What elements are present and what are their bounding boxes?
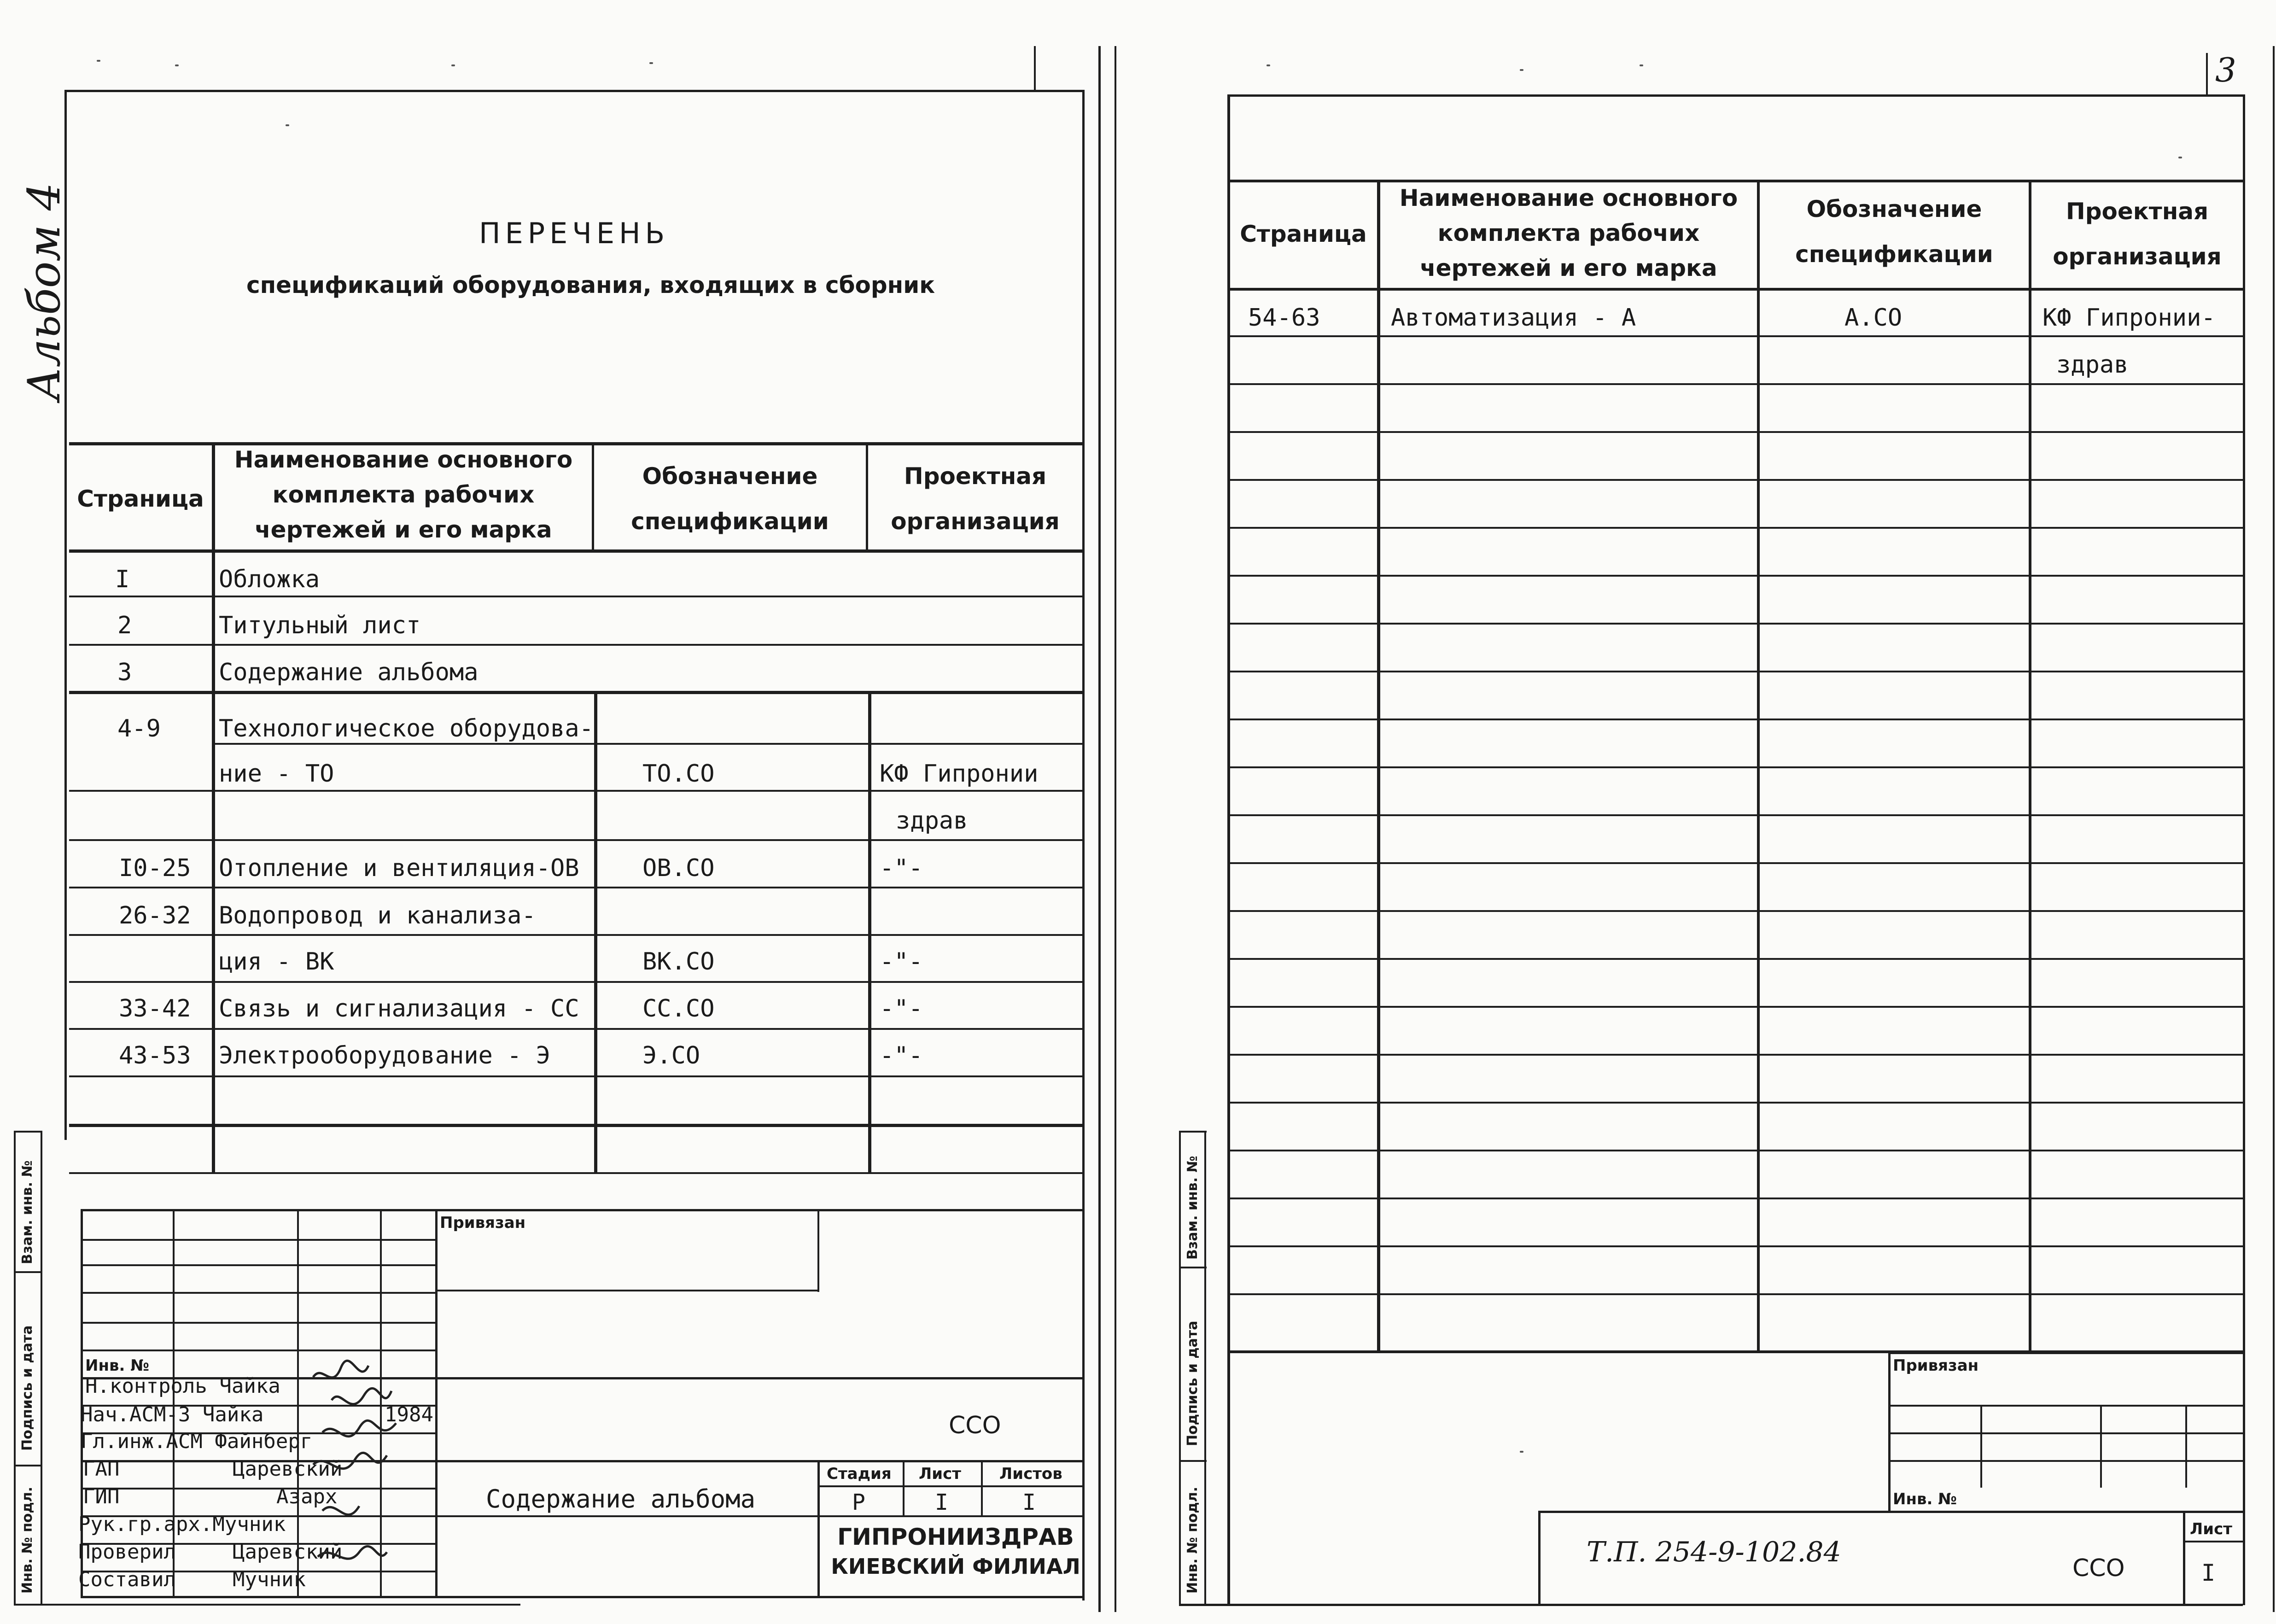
role-row: Рук.гр.арх.Мучник [78,1513,286,1536]
row-name: ние - ТО [219,760,334,788]
stage-value: Р [852,1490,865,1515]
row-divider [1230,1293,2243,1295]
row-name: ция - ВК [219,948,334,976]
row-divider [1230,1245,2243,1247]
row-name: Автоматизация - А [1391,304,1636,332]
header-name: Наименование основного комплекта рабочих чертежей и его марка [1399,185,1738,281]
header-org: Проектная организация [891,463,1060,535]
row-divider [1230,1102,2243,1104]
header-page: Страница [77,485,204,512]
row-org: -"- [880,995,923,1022]
role-row: Составил [78,1568,176,1591]
doc-number: Т.П. 254-9-102.84 [1587,1536,1841,1568]
role-name: Азарх [276,1485,338,1508]
row-divider [1230,671,2243,672]
org-name: ГИПРОНИИЗДРАВ КИЕВСКИЙ ФИЛИАЛ [831,1524,1080,1579]
row-divider [1230,719,2243,720]
role-name: Мучник [233,1568,306,1591]
stamp-code: ССО [2072,1554,2125,1582]
row-code: Э.СО [642,1042,700,1069]
role-row: ГАП [83,1457,120,1481]
row-org: -"- [880,948,923,976]
side-label: Взам. инв. № [19,1160,35,1264]
sheet-value: I [935,1490,948,1515]
row-name: Содержание альбома [219,659,479,686]
row-divider [1230,1198,2243,1199]
row-org: КФ Гипронии- [2043,304,2216,332]
sheets-label: Листов [999,1465,1062,1483]
row-divider [1230,1006,2243,1008]
row-divider [1230,527,2243,529]
row-divider [1230,814,2243,816]
row-page: 54-63 [1248,304,1320,332]
side-label: Инв. № подл. [19,1486,35,1594]
row-code: ОВ.СО [642,854,715,882]
row-page: 43-53 [119,1042,191,1069]
row-code: СС.СО [642,995,715,1022]
row-name: Обложка [219,566,320,593]
role-name: Царевский [233,1540,343,1564]
row-name: Связь и сигнализация - СС [219,995,579,1022]
role-date: 1984 [385,1403,433,1426]
role-row: Н.контроль Чайка [85,1374,280,1398]
sheet-label: Лист [919,1465,961,1483]
row-name: Технологическое оборудова- [219,715,594,742]
row-name: Титульный лист [219,612,421,639]
row-org: КФ Гипронии [880,760,1039,788]
row-page: 4-9 [117,715,161,742]
row-code: ВК.СО [642,948,715,976]
row-page: 26-32 [119,902,191,929]
header-org: Проектная организация [2053,198,2222,270]
sheets-value: I [1022,1490,1036,1515]
sheet-label: Лист [2190,1520,2232,1538]
header-code: Обозначение спецификации [1795,196,1993,268]
page-title: ПЕРЕЧЕНЬ [479,216,670,250]
row-divider [1230,910,2243,912]
side-label: Подпись и дата [19,1325,35,1451]
stamp-code: ССО [949,1412,1001,1439]
row-page: 2 [117,612,132,639]
side-label: Подпись и дата [1185,1320,1201,1446]
header-page: Страница [1240,221,1367,247]
row-divider [1230,383,2243,385]
row-page: 3 [117,659,132,686]
row-org: здрав [896,807,968,835]
row-name: Электрооборудование - Э [219,1042,551,1069]
header-name: Наименование основного комплекта рабочих чертежей и его марка [234,446,573,543]
row-page: 33-42 [119,995,191,1022]
row-org: здрав [2056,351,2129,379]
row-org: -"- [880,854,923,882]
row-code: А.СО [1844,304,1903,332]
sheet-value: I [2201,1560,2216,1586]
row-divider [1230,479,2243,481]
row-page: I0-25 [119,854,191,882]
row-page: I [115,566,130,593]
row-divider [1230,1054,2243,1056]
inv-no-label: Инв. № [85,1356,150,1375]
row-divider [1230,1150,2243,1151]
row-name: Отопление и вентиляция-ОВ [219,854,579,882]
doc-title: Содержание альбома [486,1484,756,1513]
role-row: ГИП [83,1485,120,1508]
row-name: Водопровод и канализа- [219,902,536,929]
role-row: Нач.АСМ-3 Чайка [81,1403,264,1426]
row-code: ТО.СО [642,760,715,788]
row-divider [1230,958,2243,960]
header-code: Обозначение спецификации [631,463,829,535]
row-divider [1230,335,2243,337]
row-divider [1230,623,2243,625]
side-label: Взам. инв. № [1185,1156,1201,1260]
inv-no-label: Инв. № [1893,1490,1957,1508]
page-number: 3 [2215,51,2236,89]
stage-label: Стадия [827,1465,892,1483]
side-label: Инв. № подл. [1185,1486,1201,1594]
album-label: Альбом 4 [18,182,70,401]
role-name: Царевский [233,1457,343,1481]
role-row: Гл.инж.АСМ Файнберг [81,1430,313,1453]
row-divider [1230,575,2243,577]
privyazan-label: Привязан [1893,1356,1979,1375]
page-subtitle: спецификаций оборудования, входящих в сборник [246,272,935,298]
role-row: Проверил [78,1540,176,1564]
signature-scribbles [304,1359,424,1575]
row-divider [1230,431,2243,433]
privyazan-label: Привязан [440,1214,526,1232]
row-org: -"- [880,1042,923,1069]
row-divider [1230,862,2243,864]
row-divider [1230,766,2243,768]
